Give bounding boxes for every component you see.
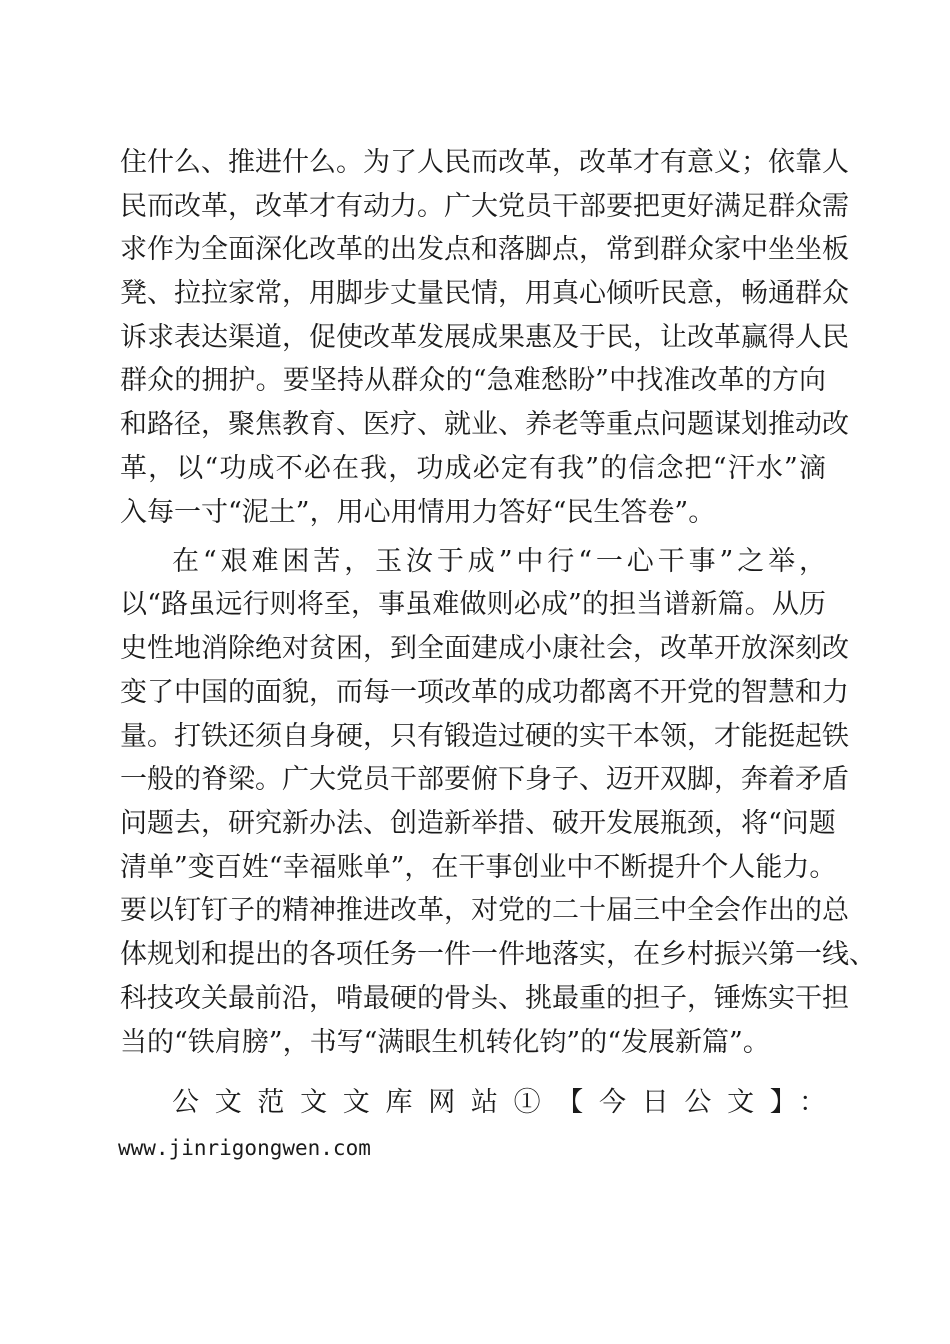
source-url: www.jinrigongwen.com xyxy=(118,1136,371,1160)
paragraph-line: 当的“铁肩膀”，书写“满眼生机转化钧”的“发展新篇”。 xyxy=(120,1027,770,1058)
paragraph-line: 一般的脊梁。广大党员干部要俯下身子、迈开双脚，奔着矛盾 xyxy=(120,764,849,795)
paragraph-line: 体规划和提出的各项任务一件一件地落实，在乡村振兴第一线、 xyxy=(120,939,876,970)
paragraph-line: 科技攻关最前沿，啃最硬的骨头、挑最重的担子，锤炼实干担 xyxy=(120,983,849,1014)
paragraph-line: 凳、拉拉家常，用脚步丈量民情，用真心倾听民意，畅通群众 xyxy=(120,278,849,309)
paragraph-line: 民而改革，改革才有动力。广大党员干部要把更好满足群众需 xyxy=(120,191,849,222)
paragraph-line: 史性地消除绝对贫困，到全面建成小康社会，改革开放深刻改 xyxy=(120,633,849,664)
paragraph-line: 以“路虽远行则将至，事虽难做则必成”的担当谱新篇。从历 xyxy=(120,589,826,620)
paragraph-line: 群众的拥护。要坚持从群众的“急难愁盼”中找准改革的方向 xyxy=(120,365,826,396)
paragraph-line: 量。打铁还须自身硬，只有锻造过硬的实干本领，才能挺起铁 xyxy=(120,721,849,752)
paragraph-line: 清单”变百姓“幸福账单”，在干事创业中不断提升个人能力。 xyxy=(120,852,837,883)
paragraph-line: 入每一寸“泥土”，用心用情用力答好“民生答卷”。 xyxy=(120,497,716,528)
paragraph-line: 革，以“功成不必在我，功成必定有我”的信念把“汗水”滴 xyxy=(120,453,826,484)
paragraph-line: 住什么、推进什么。为了人民而改革，改革才有意义；依靠人 xyxy=(120,147,849,178)
source-label: 公文范文文库网站①【今日公文】： xyxy=(172,1087,826,1118)
paragraph-line: 求作为全面深化改革的出发点和落脚点，常到群众家中坐坐板 xyxy=(120,234,849,265)
paragraph-first-line: 在“艰难困苦，玉汝于成”中行“一心干事”之举， xyxy=(172,546,826,577)
paragraph-line: 问题去，研究新办法、创造新举措、破开发展瓶颈，将“问题 xyxy=(120,808,836,839)
paragraph-line: 和路径，聚焦教育、医疗、就业、养老等重点问题谋划推动改 xyxy=(120,409,849,440)
paragraph-line: 变了中国的面貌，而每一项改革的成功都离不开党的智慧和力 xyxy=(120,677,849,708)
paragraph-line: 要以钉钉子的精神推进改革，对党的二十届三中全会作出的总 xyxy=(120,895,849,926)
paragraph-line: 诉求表达渠道，促使改革发展成果惠及于民，让改革赢得人民 xyxy=(120,322,849,353)
